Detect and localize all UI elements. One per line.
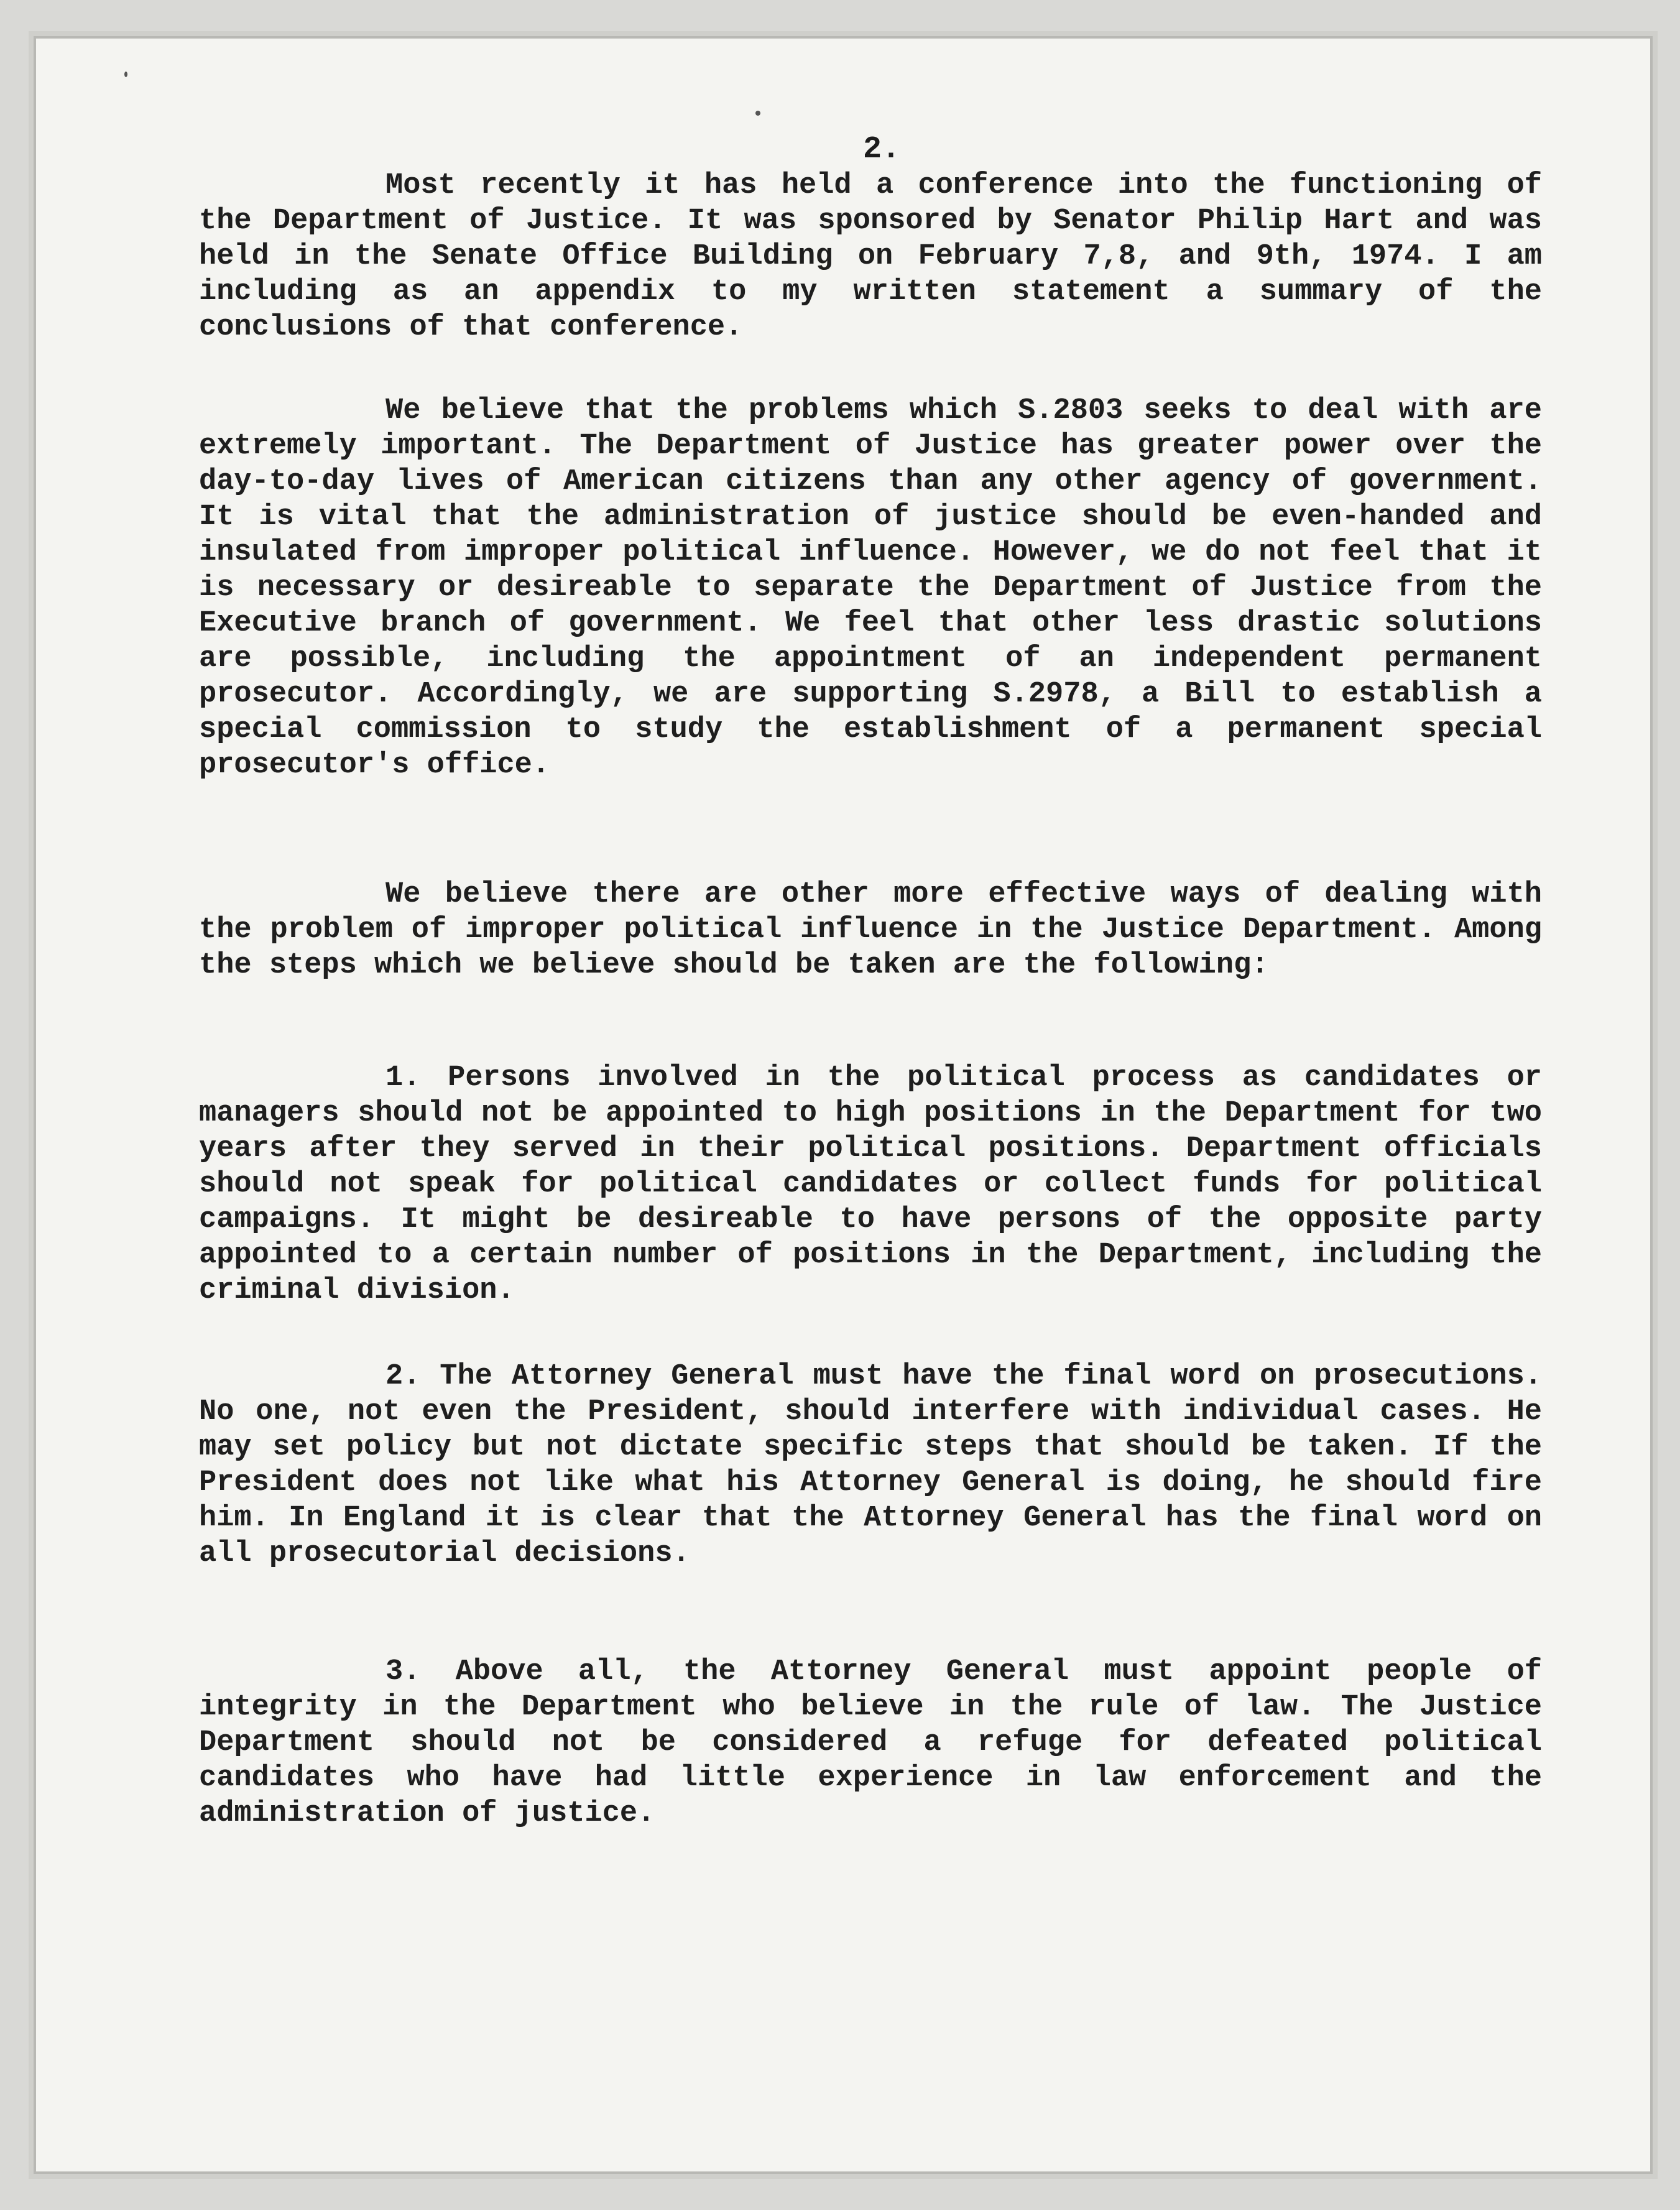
list-item-3: 3. Above all, the Attorney General must appoint people of integrity in the Department who believe in the rule of law. The Justice Department should not be considered a refuge for defeated political candidates who have had little experience in law enforcement and the administration of justice. (199, 1655, 1542, 1830)
paragraph-conference: Most recently it has held a conference into the functioning of the Department of Justice. It was sponsored by Senator Philip Hart and was held in the Senate Office Building on February 7,8, and 9th, 1974. I am including as an appendix to my written statement a summary of the conclusions of that conference. (199, 169, 1542, 344)
page-number: 2. (863, 132, 901, 167)
paragraph-other-ways: We believe there are other more effective ways of dealing with the problem of improper political influence in the Justice Department. Among the steps which we believe should be taken are the following: (199, 878, 1542, 982)
scan-speck (755, 111, 760, 116)
list-item-1: 1. Persons involved in the political process as candidates or managers should not be appointed to high positions in the Department for two years after they served in their political positions. Department officials should not speak for political candidates or collect funds for political campaigns. It might be desireable to have persons of the opposite party appointed to a certain number of positions in the Department, including the criminal division. (199, 1061, 1542, 1307)
paragraph-s2803: We believe that the problems which S.2803 seeks to deal with are extremely important. The Department of Justice has greater power over the day-to-day lives of American citizens than any other agency of government. It is vital that the administration of justice should be even-handed and insulated from improper political influence. However, we do not feel that it is necessary or desireable to separate the Department of Justice from the Executive branch of government. We feel that other less drastic solutions are possible, including the appointment of an independent permanent prosecutor. Accordingly, we are supporting S.2978, a Bill to establish a special commission to study the establishment of a permanent special prosecutor's office. (199, 394, 1542, 782)
scan-speck (124, 72, 127, 77)
list-item-2: 2. The Attorney General must have the final word on prosecutions. No one, not even the President, should interfere with individual cases. He may set policy but not dictate specific steps that should be taken. If the President does not like what his Attorney General is doing, he should fire him. In England it is clear that the Attorney General has the final word on all prosecutorial decisions. (199, 1360, 1542, 1570)
